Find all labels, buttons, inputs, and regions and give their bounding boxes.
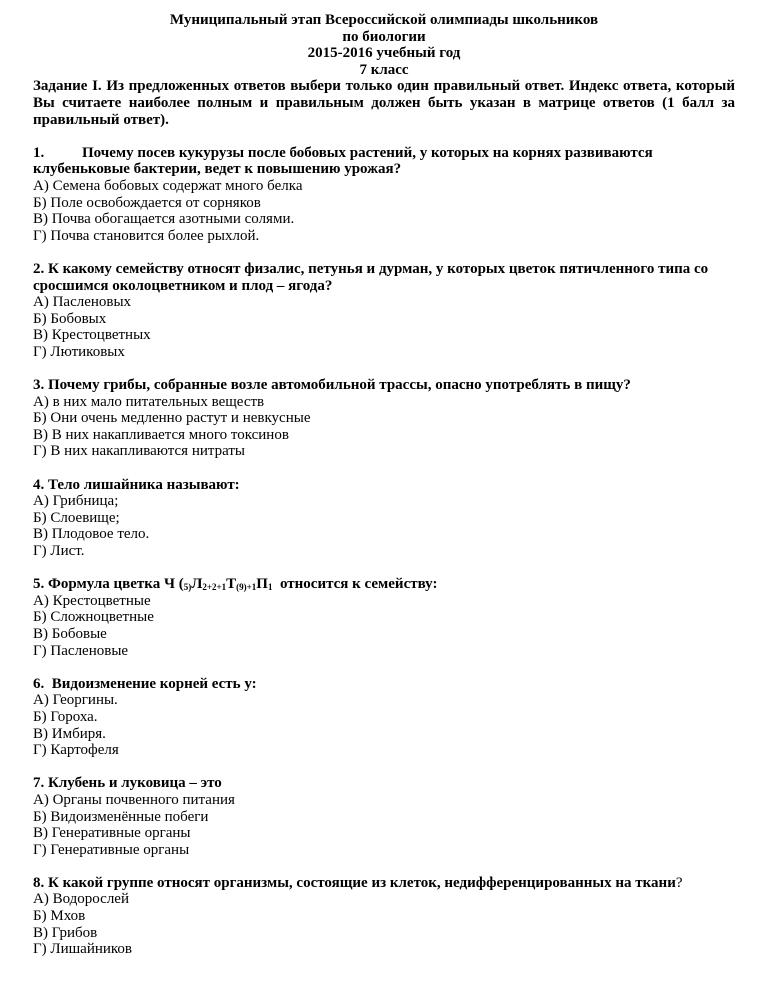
answer-option-b: Б) Видоизменённые побеги — [33, 808, 209, 825]
formula-sub-calyx: 5) — [183, 582, 192, 593]
answer-option-a: А) Георгины. — [33, 692, 118, 709]
document-header — [33, 12, 735, 78]
question-number: 1. — [33, 144, 45, 161]
question-7-title — [33, 775, 735, 792]
formula-stamens: Т — [226, 576, 237, 593]
answer-option-a: А) Органы почвенного питания — [33, 791, 235, 808]
answer-option-b: Б) Мхов — [33, 908, 86, 925]
answer-option-b: Б) Гороха. — [33, 708, 98, 725]
answer-option-d: Г) Лютиковых — [33, 343, 125, 360]
answer-option-c: В) Генеративные органы — [33, 825, 191, 842]
answer-option-c: В) Плодовое тело. — [33, 526, 150, 543]
question-1 — [33, 145, 735, 245]
question-text: Почему грибы, собранные возле автомобильной трассы, опасно употреблять в пищу? — [48, 377, 631, 394]
header-line-grade: 7 класс — [359, 61, 409, 78]
question-6-title — [33, 676, 735, 693]
question-5 — [33, 576, 735, 659]
task-instructions: Задание I. Из предложенных ответов выбери только один правильный ответ. Индекс ответа, который Вы считаете наиболее полным и правильным должен быть указан в матрице ответов (1 балл за правильный ответ). — [33, 78, 735, 128]
answer-option-b: Б) Сложноцветные — [33, 609, 154, 626]
question-2 — [33, 261, 735, 361]
answer-option-d: Г) Картофеля — [33, 742, 119, 759]
answer-option-d: Г) Пасленовые — [33, 642, 129, 659]
answer-option-a: А) Семена бобовых содержат много белка — [33, 177, 303, 194]
answer-option-c: В) Бобовые — [33, 625, 107, 642]
question-2-title — [33, 261, 735, 294]
question-text: Видоизменение корней есть у: — [51, 675, 257, 692]
question-3 — [33, 377, 735, 460]
answer-option-c: В) В них накапливается много токсинов — [33, 426, 289, 443]
answer-option-d: Г) Почва становится более рыхлой. — [33, 227, 260, 244]
question-3-title — [33, 377, 735, 394]
question-text: К какому семейству относят физалис, петунья и дурман, у которых цветок пятичленного типа со сросшимся околоцветником и плод – ягода? — [33, 260, 709, 294]
question-number: 6. — [33, 675, 45, 692]
question-4 — [33, 477, 735, 560]
answer-option-b: Б) Слоевище; — [33, 509, 120, 526]
formula-sub-stamens: (9)+1 — [236, 582, 257, 593]
question-text: Тело лишайника называют: — [48, 476, 240, 493]
question-number: 4. — [33, 476, 45, 493]
formula-corolla: Л — [191, 576, 203, 593]
answer-option-b: Б) Бобовых — [33, 310, 107, 327]
question-8 — [33, 875, 735, 958]
answer-option-c: В) Грибов — [33, 924, 98, 941]
answer-option-a: А) Пасленовых — [33, 294, 132, 311]
formula-sub-pistil: 1 — [267, 582, 273, 593]
question-text: К какой группе относят организмы, состоящие из клеток, недифференцированных на ткани — [48, 874, 676, 891]
formula-pistil: П — [256, 576, 268, 593]
question-text: Почему посев кукурузы после бобовых растений, у которых на корнях развиваются клубеньковые бактерии, ведет к повышению урожая? — [33, 144, 653, 178]
answer-option-c: В) Имбиря. — [33, 725, 106, 742]
flower-formula-suffix: относится к семейству: — [272, 576, 438, 593]
question-number: 5. — [33, 576, 45, 593]
answer-option-d: Г) В них накапливаются нитраты — [33, 443, 246, 460]
answer-option-a: А) Грибница; — [33, 493, 119, 510]
question-4-title — [33, 477, 735, 494]
answer-option-b: Б) Они очень медленно растут и невкусные — [33, 410, 311, 427]
question-6 — [33, 676, 735, 759]
answer-option-d: Г) Генеративные органы — [33, 841, 190, 858]
answer-option-b: Б) Поле освобождается от сорняков — [33, 194, 261, 211]
answer-option-a: А) Водорослей — [33, 891, 129, 908]
question-5-title — [33, 576, 735, 593]
answer-option-d: Г) Лишайников — [33, 941, 133, 958]
question-8-title — [33, 875, 735, 892]
question-number: 3. — [33, 377, 45, 394]
answer-option-c: В) Почва обогащается азотными солями. — [33, 211, 295, 228]
question-mark: ? — [675, 874, 683, 891]
formula-sub-corolla: 2+2+1 — [202, 582, 227, 593]
question-number: 7. — [33, 775, 45, 792]
answer-option-d: Г) Лист. — [33, 543, 85, 559]
question-number: 2. — [33, 260, 45, 277]
answer-option-a: А) Крестоцветные — [33, 592, 151, 609]
answer-option-a: А) в них мало питательных веществ — [33, 393, 265, 410]
answer-option-c: В) Крестоцветных — [33, 327, 151, 344]
header-line-subject: по биологии — [342, 28, 426, 45]
header-line-olympiad: Муниципальный этап Всероссийской олимпиады школьников — [169, 12, 599, 28]
flower-formula-prefix: Формула цветка Ч ( — [48, 576, 184, 593]
question-1-title — [33, 145, 735, 178]
question-7 — [33, 775, 735, 858]
question-number: 8. — [33, 874, 45, 891]
header-line-year: 2015-2016 учебный год — [307, 45, 461, 62]
question-text: Клубень и луковица – это — [48, 775, 222, 792]
document-page — [33, 12, 735, 958]
